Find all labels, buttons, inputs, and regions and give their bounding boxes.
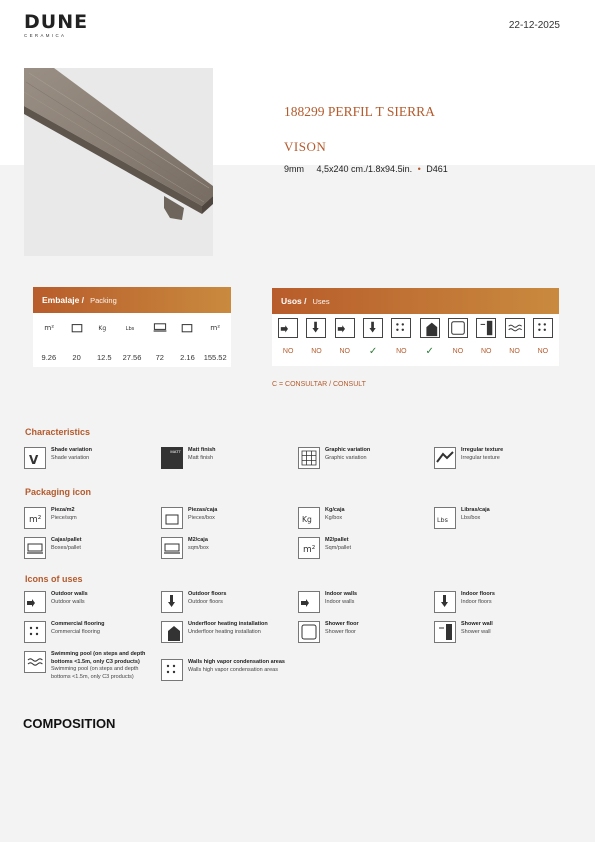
- packaging-name: Kg/caja: [325, 507, 345, 513]
- use-legend-desc: Walls high vapor condensation areas: [188, 666, 278, 673]
- packing-icon-cell: [63, 319, 91, 335]
- use-legend-item: [434, 591, 564, 613]
- use-legend-0-icon: [24, 591, 46, 613]
- use-legend-3-icon: [434, 591, 456, 613]
- shower-wall-icon: [476, 318, 496, 338]
- use-legend-desc: Commercial flooring: [51, 628, 100, 635]
- packing-value: 155.52: [203, 353, 227, 362]
- high-vapor-walls-icon: [533, 318, 553, 338]
- graphic-variation-icon: [298, 447, 320, 469]
- use-legend-text: [325, 591, 357, 606]
- packing-title: Embalaje /: [42, 295, 85, 305]
- packaging-3-icon: [434, 507, 456, 529]
- use-legend-item: [434, 621, 564, 643]
- use-legend-item: [24, 591, 154, 613]
- boxes-pallet-icon: [152, 319, 168, 335]
- packing-value: 72: [155, 353, 164, 362]
- use-legend-item: [161, 591, 291, 613]
- use-legend-text: [51, 591, 88, 606]
- swimming-pool-icon: [505, 318, 525, 338]
- use-legend-9-icon: [161, 659, 183, 681]
- uses-icon-cell: [472, 318, 500, 338]
- uses-icon-cell: [302, 318, 330, 338]
- uses-value: NO: [509, 348, 520, 355]
- use-legend-6-icon: [298, 621, 320, 643]
- packaging-icon-title: Packaging icon: [25, 487, 92, 497]
- packing-icon-cell: [118, 319, 146, 335]
- use-legend-desc: Outdoor walls: [51, 598, 85, 605]
- packaging-name: Pieza/m2: [51, 507, 75, 513]
- packaging-desc: Lbs/box: [461, 514, 481, 521]
- packing-icon-cell: [35, 319, 63, 335]
- separator-dot: •: [417, 164, 421, 174]
- packing-value: 9.26: [41, 353, 57, 362]
- use-legend-name: Underfloor heating installation: [188, 621, 268, 627]
- use-legend-text: [51, 621, 104, 636]
- uses-icon-cell: [387, 318, 415, 338]
- use-legend-text: [188, 621, 268, 636]
- packaging-text: [188, 507, 217, 522]
- use-legend-name: Swimming pool (on steps and depth bottoms <1.5m, only C3 products): [51, 651, 146, 665]
- svg-text:m²: m²: [44, 323, 54, 333]
- pieces-m2-icon: [41, 319, 57, 335]
- packing-icon-cell: [90, 319, 118, 335]
- packing-value-row: [33, 353, 231, 362]
- product-title: 188299 PERFIL T SIERRA: [284, 104, 435, 119]
- packaging-name: Cajas/pallet: [51, 537, 82, 543]
- svg-text:Kg: Kg: [98, 325, 107, 333]
- use-legend-name: Outdoor floors: [188, 591, 227, 597]
- packing-panel: [33, 287, 231, 367]
- packing-subtitle: Packing: [90, 295, 117, 305]
- use-legend-desc: Outdoor floors: [188, 598, 223, 605]
- uses-value: NO: [452, 348, 464, 355]
- characteristic-text: [51, 447, 92, 462]
- packing-icon-cell: [174, 319, 202, 335]
- indoor-walls-icon: [335, 318, 355, 338]
- use-legend-item: [24, 651, 159, 681]
- use-legend-desc: Underfloor heating installation: [188, 628, 261, 635]
- packing-value: 27.56: [122, 353, 142, 362]
- lbs-box-icon: [124, 319, 140, 335]
- use-legend-name: Indoor floors: [461, 591, 495, 597]
- use-legend-text: [188, 591, 227, 606]
- packing-icon-cell: [146, 319, 174, 335]
- packaging-item: [161, 507, 291, 529]
- packaging-desc: Boxes/pallet: [51, 544, 81, 551]
- packaging-desc: Kg/box: [325, 514, 343, 521]
- packaging-name: Libras/caja: [461, 507, 490, 513]
- uses-icon-cell: [529, 318, 557, 338]
- use-legend-name: Outdoor walls: [51, 591, 88, 597]
- characteristic-item: [434, 447, 564, 469]
- m2-box-icon: [179, 319, 195, 335]
- packaging-desc: Piece/sqm: [51, 514, 77, 521]
- packaging-item: [298, 507, 428, 529]
- packaging-text: [461, 507, 490, 522]
- characteristic-item: [161, 447, 291, 469]
- matt-label: MATT: [170, 449, 181, 454]
- uses-icon-cell: [331, 318, 359, 338]
- use-legend-text: [51, 651, 159, 681]
- use-legend-text: [325, 621, 359, 636]
- use-legend-1-icon: [161, 591, 183, 613]
- packaging-desc: Sqm/pallet: [325, 544, 351, 551]
- use-legend-text: [461, 621, 493, 636]
- packing-value: 12.5: [96, 353, 112, 362]
- m2-pallet-icon: [207, 319, 223, 335]
- use-legend-name: Indoor walls: [325, 591, 358, 597]
- commercial-flooring-icon: [391, 318, 411, 338]
- characteristic-item: [298, 447, 428, 469]
- characteristic-text: [325, 447, 370, 462]
- use-legend-8-icon: [24, 651, 46, 673]
- uses-value: NO: [396, 348, 407, 355]
- svg-text:Kg: Kg: [302, 515, 312, 524]
- characteristic-desc: Graphic variation: [325, 454, 367, 461]
- product-specs: [284, 164, 448, 174]
- characteristic-text: [188, 447, 216, 462]
- svg-text:m²: m²: [210, 323, 221, 333]
- uses-icon-row: [272, 318, 559, 338]
- composition-title: COMPOSITION: [23, 716, 116, 731]
- use-legend-desc: Swimming pool (on steps and depth bottoms <1.5m, only C3 products): [51, 666, 139, 680]
- packaging-item: [434, 507, 564, 529]
- packing-value: 20: [72, 353, 81, 362]
- characteristic-name: Graphic variation: [325, 447, 371, 453]
- characteristic-desc: Shade variation: [51, 454, 90, 461]
- shade-variation-icon: [24, 447, 46, 469]
- packaging-item: [298, 537, 428, 559]
- uses-icon-cell: [274, 318, 302, 338]
- use-legend-4-icon: [24, 621, 46, 643]
- packaging-item: [24, 537, 154, 559]
- uses-value: NO: [339, 348, 350, 355]
- underfloor-heating-icon: [420, 318, 440, 338]
- packaging-desc: sqm/box: [188, 544, 209, 551]
- svg-text:Lbs: Lbs: [125, 326, 135, 333]
- uses-value-row: [272, 348, 559, 358]
- use-legend-text: [461, 591, 495, 606]
- kg-box-icon: [96, 319, 112, 335]
- icons-of-uses-title: Icons of uses: [25, 574, 83, 584]
- packaging-name: Piezas/caja: [188, 507, 218, 513]
- packing-icon-row: [33, 319, 231, 335]
- packaging-item: [24, 507, 154, 529]
- uses-value: NO: [311, 348, 322, 355]
- characteristic-desc: Matt finish: [188, 454, 214, 461]
- packaging-name: M2/pallet: [325, 537, 349, 543]
- brand-tagline: CERAMICA: [24, 33, 67, 38]
- uses-value: NO: [537, 348, 549, 355]
- product-size: 4,5x240 cm./1.8x94.5in.: [316, 164, 413, 174]
- pieces-box-icon: [69, 319, 85, 335]
- packaging-item: [161, 537, 291, 559]
- packaging-0-icon: [24, 507, 46, 529]
- use-legend-desc: Shower floor: [325, 628, 356, 635]
- use-legend-name: Commercial flooring: [51, 621, 105, 627]
- product-thickness: 9mm: [284, 164, 304, 174]
- check-icon: ✓: [425, 346, 434, 357]
- use-legend-name: Shower wall: [461, 621, 493, 627]
- use-legend-item: [161, 621, 291, 643]
- packing-header: [33, 287, 231, 313]
- use-legend-desc: Shower wall: [461, 628, 491, 635]
- packaging-4-icon: [24, 537, 46, 559]
- uses-icon-cell: [500, 318, 528, 338]
- use-legend-item: [298, 591, 428, 613]
- use-legend-2-icon: [298, 591, 320, 613]
- packaging-text: [51, 507, 77, 522]
- svg-text:Lbs: Lbs: [437, 516, 448, 524]
- use-legend-7-icon: [434, 621, 456, 643]
- svg-text:V: V: [29, 453, 39, 467]
- use-legend-desc: Indoor walls: [325, 598, 355, 605]
- use-legend-item: [161, 659, 311, 681]
- product-image: [24, 68, 213, 256]
- uses-icon-cell: [444, 318, 472, 338]
- characteristic-name: Matt finish: [188, 447, 216, 453]
- consult-note: C = CONSULTAR / CONSULT: [272, 381, 366, 388]
- packaging-name: M2/caja: [188, 537, 208, 543]
- packaging-text: [325, 537, 351, 552]
- uses-panel: [272, 288, 559, 366]
- product-color: VISON: [284, 139, 327, 154]
- uses-subtitle: Uses: [312, 296, 330, 306]
- packaging-text: [51, 537, 82, 552]
- svg-text:m²: m²: [303, 545, 316, 555]
- characteristic-item: [24, 447, 154, 469]
- document-date: 22-12-2025: [508, 20, 560, 31]
- uses-header: [272, 288, 559, 314]
- characteristic-desc: Irregular texture: [461, 454, 500, 461]
- characteristics-title: Characteristics: [25, 427, 91, 437]
- uses-value: NO: [282, 348, 294, 355]
- packaging-5-icon: [161, 537, 183, 559]
- use-legend-desc: Indoor floors: [461, 598, 492, 605]
- characteristic-name: Irregular texture: [461, 447, 504, 453]
- uses-icon-cell: [359, 318, 387, 338]
- matt-finish-icon: [161, 447, 183, 469]
- packing-value: 2.16: [180, 353, 195, 362]
- characteristic-name: Shade variation: [51, 447, 92, 453]
- uses-title: Usos /: [281, 296, 307, 306]
- packaging-text: [188, 537, 209, 552]
- product-code: D461: [426, 164, 448, 174]
- characteristic-text: [461, 447, 503, 462]
- packaging-desc: Pieces/box: [188, 514, 215, 521]
- use-legend-item: [298, 621, 428, 643]
- outdoor-walls-icon: [278, 318, 298, 338]
- irregular-texture-icon: [434, 447, 456, 469]
- brand-name: DUNE: [24, 11, 89, 33]
- indoor-floors-icon: [363, 318, 383, 338]
- packaging-6-icon: [298, 537, 320, 559]
- shower-floor-icon: [448, 318, 468, 338]
- use-legend-name: Walls high vapor condensation areas: [188, 659, 285, 665]
- packaging-1-icon: [161, 507, 183, 529]
- use-legend-item: [24, 621, 154, 643]
- svg-text:m²: m²: [29, 515, 42, 525]
- brand-logo: [24, 12, 104, 38]
- use-legend-text: [188, 659, 285, 674]
- check-icon: ✓: [368, 346, 378, 357]
- uses-icon-cell: [415, 318, 443, 338]
- use-legend-5-icon: [161, 621, 183, 643]
- use-legend-name: Shower floor: [325, 621, 359, 627]
- packaging-2-icon: [298, 507, 320, 529]
- uses-value: NO: [480, 348, 492, 355]
- outdoor-floors-icon: [306, 318, 326, 338]
- packaging-text: [325, 507, 345, 522]
- packing-icon-cell: [201, 319, 229, 335]
